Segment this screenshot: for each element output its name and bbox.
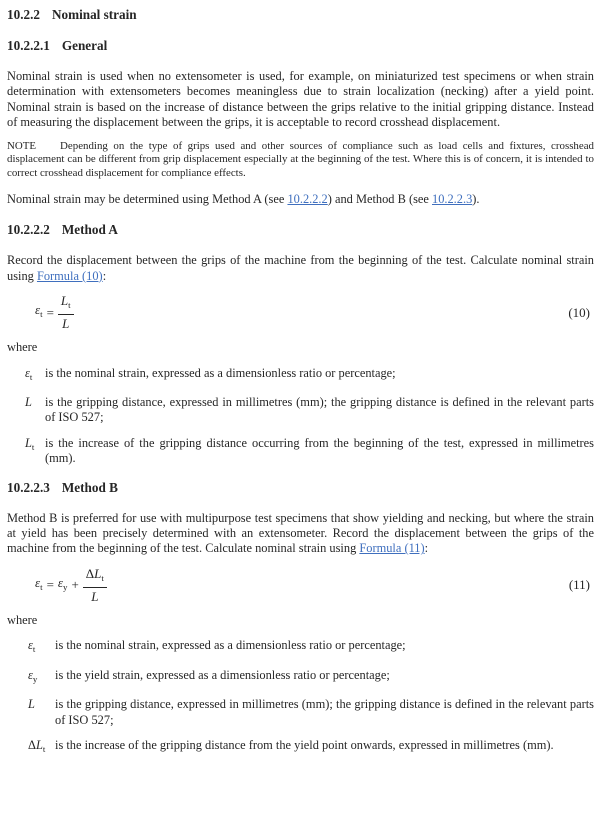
formula-10-lhs-var: ε — [35, 302, 41, 318]
symbol-var: L — [25, 395, 32, 410]
definition-text: is the nominal strain, expressed as a dimensionless ratio or percentage; — [45, 365, 396, 380]
numerator-sub: t — [101, 572, 104, 583]
formula-11 — [35, 566, 594, 604]
link-formula-11[interactable]: Formula (11) — [359, 541, 425, 556]
denominator-var: L — [91, 588, 99, 604]
formula-10-lhs — [35, 302, 43, 322]
method-a-definitions — [7, 366, 594, 467]
definition-text: is the gripping distance, expressed in millimetres (mm); the gripping distance is defined in the relevant parts of ISO 527; — [55, 697, 594, 727]
method-a-text-pre: Record the displacement between the grips of the machine from the beginning of the test. Calculate nominal strain using — [7, 253, 594, 283]
definition-item — [25, 366, 594, 385]
fraction — [58, 293, 74, 331]
method-b-definitions — [7, 638, 594, 757]
heading-number: 10.2.2.2 — [7, 222, 50, 238]
link-10-2-2-3[interactable]: 10.2.2.3 — [432, 192, 473, 207]
equals-sign: = — [46, 304, 54, 320]
method-b-paragraph — [7, 511, 594, 557]
mid-term-var: ε — [57, 574, 64, 590]
fraction-denominator — [91, 588, 98, 604]
note-text: Depending on the type of grips used and other sources of compliance such as load cells and fixtures, crosshead displacement can be different from grip displacement especially at the beginning of the test. Where this is of concern, it is intended to correct crosshead displacement for compliance effects. — [7, 139, 594, 180]
symbol-sub: t — [42, 743, 46, 754]
definition-symbol — [28, 738, 55, 757]
definition-text: is the nominal strain, expressed as a dimensionless ratio or percentage; — [55, 638, 406, 653]
denominator-var: L — [62, 316, 70, 332]
symbol-sub: t — [31, 441, 35, 452]
formula-11-lhs — [35, 575, 43, 595]
numerator-var: L — [94, 565, 102, 581]
note-paragraph — [7, 140, 594, 181]
method-b-text-pre: Method B is preferred for use with multipurpose test specimens that show yielding and necking, but where the strain at yield has been precisely determined with an extensometer. Record the displacement between the grips of the machine from the beginning of the test. Calculate nominal strain using — [7, 510, 594, 556]
definition-text: is the yield strain, expressed as a dimensionless ratio or percentage; — [55, 667, 390, 682]
heading-title: General — [61, 38, 108, 53]
formula-10-lhs-sub: t — [40, 309, 43, 320]
equals-sign: = — [46, 577, 54, 593]
methods-text-mid: ) and Method B (see — [327, 192, 432, 207]
plus-sign: + — [71, 577, 79, 593]
heading-number: 10.2.2 — [7, 7, 40, 22]
symbol-var: ε — [28, 667, 33, 682]
symbol-sub: t — [29, 371, 33, 382]
formula-11-lhs-sub: t — [40, 581, 43, 592]
symbol-var: L — [35, 737, 43, 752]
formula-10 — [35, 293, 594, 331]
mid-term-sub: y — [63, 581, 68, 592]
symbol-var: ε — [28, 638, 33, 653]
method-b-text-post: : — [424, 541, 429, 556]
symbol-var: L — [28, 697, 35, 712]
heading-number: 10.2.2.3 — [7, 479, 50, 495]
definition-text: is the increase of the gripping distance from the yield point onwards, expressed in millimetres (mm). — [55, 737, 554, 752]
symbol-sub: y — [32, 673, 38, 684]
where-label: where — [7, 612, 38, 627]
link-formula-10[interactable]: Formula (10) — [36, 268, 103, 283]
heading-number: 10.2.2.1 — [7, 38, 50, 53]
heading-title: Method B — [61, 479, 118, 495]
heading-10-2-2-1 — [7, 38, 594, 54]
definition-symbol — [28, 638, 55, 657]
methods-reference-paragraph — [7, 192, 594, 207]
formula-10-number: (10) — [568, 304, 590, 320]
definition-symbol — [25, 366, 45, 385]
symbol-var: L — [25, 435, 32, 450]
fraction-numerator — [58, 293, 74, 315]
formula-11-mid-term — [58, 575, 68, 595]
heading-10-2-2 — [7, 7, 594, 23]
note-label: NOTE — [7, 139, 37, 152]
methods-text-pre: Nominal strain may be determined using Method A (see — [7, 192, 288, 207]
definition-text: is the increase of the gripping distance occurring from the beginning of the test, expressed in millimetres (mm). — [45, 435, 594, 466]
fraction — [83, 566, 107, 604]
method-a-text-post: : — [102, 268, 107, 283]
formula-11-lhs-var: ε — [35, 574, 41, 590]
method-a-paragraph — [7, 253, 594, 284]
definition-symbol — [28, 697, 55, 728]
numerator-var: L — [60, 293, 69, 309]
symbol-prefix: Δ — [28, 737, 36, 752]
definition-symbol — [25, 395, 45, 426]
general-paragraph: Nominal strain is used when no extensometer is used, for example, on miniaturized test specimens or when strain determination with extensometers becomes meaningless due to strain localization (necking) after a yield point. Nominal strain is based on the increase of distance between the grips relative to the initial gripping distance. Instead of measuring the displacement between the grips, it is acceptable to record crosshead displacement. — [7, 69, 594, 130]
definition-symbol — [28, 668, 55, 687]
link-10-2-2-2[interactable]: 10.2.2.2 — [287, 192, 328, 207]
fraction-numerator — [83, 566, 107, 588]
definition-item — [28, 697, 594, 728]
definition-item — [28, 638, 594, 657]
methods-text-post: ). — [472, 192, 480, 207]
heading-title: Method A — [61, 222, 118, 238]
fraction-denominator — [62, 315, 69, 331]
heading-title: Nominal strain — [51, 7, 137, 22]
definition-item — [25, 395, 594, 426]
definition-item — [25, 436, 594, 467]
numerator-prefix: Δ — [85, 565, 95, 581]
numerator-sub: t — [68, 300, 71, 311]
symbol-sub: t — [32, 644, 36, 655]
heading-10-2-2-2 — [7, 222, 594, 238]
formula-11-number: (11) — [568, 577, 590, 593]
heading-10-2-2-3 — [7, 480, 594, 496]
definition-symbol — [25, 436, 45, 467]
definition-item — [28, 738, 594, 757]
where-label: where — [7, 340, 38, 355]
symbol-var: ε — [25, 365, 30, 380]
definition-item — [28, 668, 594, 687]
definition-text: is the gripping distance, expressed in millimetres (mm); the gripping distance is defined in the relevant parts of ISO 527; — [45, 395, 594, 425]
